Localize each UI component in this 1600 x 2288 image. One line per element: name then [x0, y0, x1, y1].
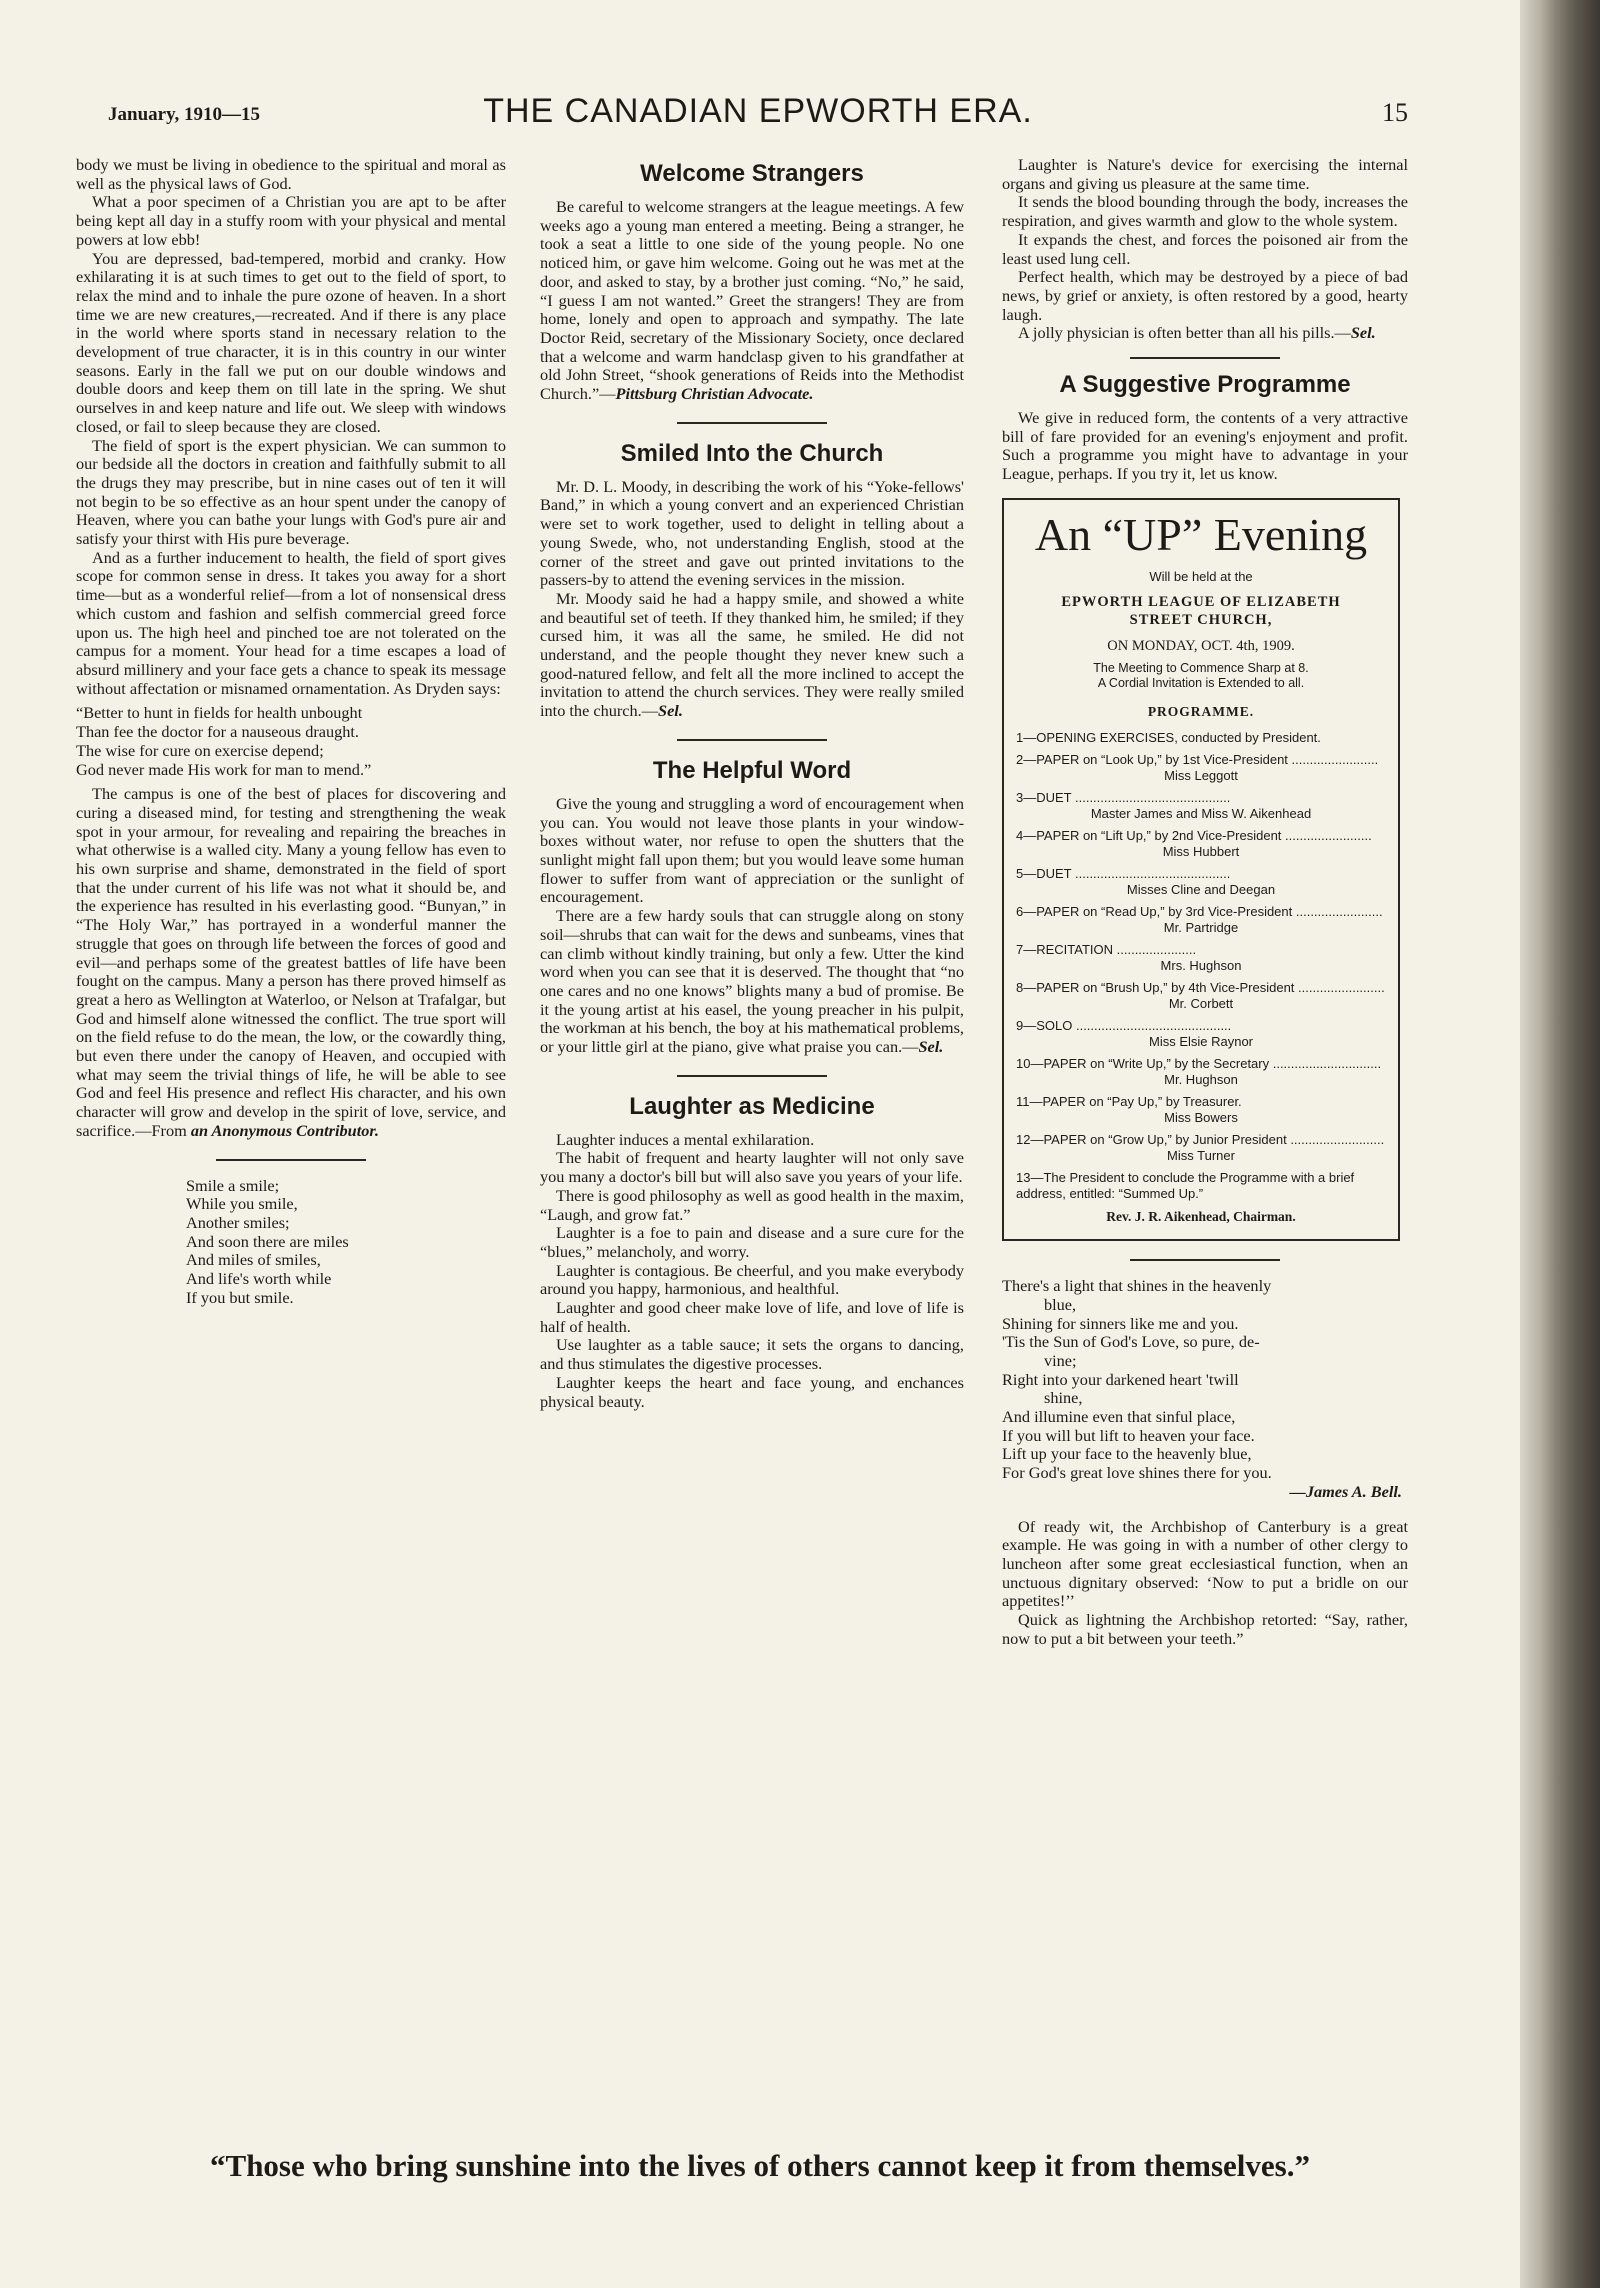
paragraph: body we must be living in obedience to the spiritual and moral as well as the physical laws of God.: [76, 155, 506, 193]
programme-item: [1016, 828, 1386, 859]
programme-item: [1016, 1132, 1386, 1163]
paragraph: Laughter induces a mental exhilaration.: [556, 1129, 815, 1149]
paragraph: Be careful to welcome strangers at the league meetings. A few weeks ago a young man entered a meeting. Being a stranger, he took a seat a little to one side of the young people. No one noticed him, or gave him welcome. Going out he was met at the door, and asked to stay, by a brother just coming. “No,” he said, “I guess I am not wanted.” Greet the strangers! They are from home, lonely and open to approach and sympathy. The late Doctor Reid, secretary of the Missionary Society, once declared that a welcome and warm handclasp given to his grandfather at old John Street, “shook generations of Reids into the Methodist Church.”—Pittsburg Christian Advocate.: [540, 197, 964, 404]
verse-line: “Better to hunt in fields for health unbought: [76, 703, 363, 723]
paragraph: A jolly physician is often better than all his pills.—Sel.: [1018, 323, 1376, 343]
divider: [677, 739, 827, 741]
divider: [216, 1159, 366, 1161]
programme-item-text: 13—The President to conclude the Programme with a brief address, entitled: “Summed Up.”: [1016, 1170, 1355, 1201]
paragraph: We give in reduced form, the contents of a very attractive bill of fare provided for an evening's enjoyment and profit. Such a programme you might have to advantage in your League, perhaps. If you try it, let us know.: [1002, 408, 1408, 484]
poem-line: And miles of smiles,: [186, 1250, 321, 1270]
paragraph: Of ready wit, the Archbishop of Canterbury is a great example. He was going in with a number of other clergy to luncheon after some great ecclesiastical function, when an unctuous dignitary observed: ‘Now to put a bridle on our appetites!’’: [1002, 1516, 1408, 1611]
article-heading: Welcome Strangers: [640, 160, 864, 187]
programme-list: [1016, 730, 1386, 1202]
poem-line: There's a light that shines in the heavenly: [1002, 1276, 1272, 1296]
poem-line: vine;: [1044, 1350, 1077, 1370]
paragraph: Mr. D. L. Moody, in describing the work of his “Yoke-fellows' Band,” in which a young convert and an experienced Christian were set to work together, used to delight in telling about a young Swede, who, not understanding English, stood at the corner of the street and gave out printed invitations to the passers-by to attend the evening services in the mission.: [540, 476, 964, 590]
programme-item-text: 6—PAPER on “Read Up,” by 3rd Vice-President ........................: [1016, 904, 1383, 920]
programme-item: [1016, 752, 1386, 783]
poem-line: Smile a smile;: [186, 1175, 280, 1195]
programme-item-text: 10—PAPER on “Write Up,” by the Secretary ..............................: [1016, 1056, 1382, 1072]
programme-item-text: 3—DUET ...........................................: [1016, 790, 1231, 806]
programme-item: [1016, 980, 1386, 1011]
programme-organization: EPWORTH LEAGUE OF ELIZABETH STREET CHURCH,: [1061, 593, 1341, 628]
programme-item: [1016, 790, 1386, 821]
column-middle: [540, 156, 964, 1411]
paragraph: Laughter and good cheer make love of life, and love of life is half of health.: [540, 1298, 964, 1336]
smile-poem: [186, 1177, 506, 1308]
programme-box: [1002, 498, 1400, 1241]
paragraph: Use laughter as a table sauce; it sets the organs to dancing, and thus stimulates the digestive processes.: [540, 1335, 964, 1374]
paragraph: Laughter keeps the heart and face young, and enchances physical beauty.: [540, 1372, 964, 1411]
publication-title: THE CANADIAN EPWORTH ERA.: [483, 92, 1033, 130]
poem-line: Another smiles;: [186, 1212, 290, 1232]
programme-item-performer: Miss Turner: [1167, 1147, 1235, 1163]
programme-item-performer: Miss Elsie Raynor: [1148, 1033, 1254, 1049]
light-poem: [1002, 1277, 1408, 1501]
footer-quote: “Those who bring sunshine into the lives of others cannot keep it from themselves.”: [210, 2148, 1310, 2183]
paragraph: Give the young and struggling a word of encouragement when you can. You would not leave those plants in your window-boxes without water, nor refuse to open the shutters that the sunlight might fall upon them; but you would leave some human flower to suffer from want of appreciation or the sunlight of encouragement.: [540, 793, 964, 907]
poem-line: Lift up your face to the heavenly blue,: [1002, 1444, 1252, 1464]
article-heading: Laughter as Medicine: [629, 1092, 875, 1120]
paragraph: It sends the blood bounding through the body, increases the respiration, and gives warmth and glow to the whole system.: [1002, 192, 1408, 231]
paragraph: It expands the chest, and forces the poisoned air from the least used lung cell.: [1002, 229, 1408, 268]
programme-item-text: 11—PAPER on “Pay Up,” by Treasurer.: [1016, 1094, 1242, 1110]
attribution: Sel.: [1350, 323, 1376, 343]
verse-line: The wise for cure on exercise depend;: [76, 740, 324, 760]
programme-item-text: 12—PAPER on “Grow Up,” by Junior President ..........................: [1016, 1132, 1385, 1148]
attribution: Pittsburg Christian Advocate.: [615, 384, 814, 404]
programme-item: [1016, 1094, 1386, 1125]
poem-line: While you smile,: [186, 1194, 298, 1214]
programme-item-performer: Master James and Miss W. Aikenhead: [1090, 805, 1312, 821]
paragraph: There are a few hardy souls that can struggle along on stony soil—shrubs that can wait for the dews and sunbeams, vines that can climb without kindly training, but only a few. Utter the kind word when you can see that it is deserved. The thought that “no one cares and no one knows” blights many a bud of promise. Be it the young artist at his easel, the young preacher in his pulpit, the workman at his bench, the boy at his mathematical problems, or your little girl at the piano, give what praise you can.—Sel.: [540, 906, 964, 1057]
programme-item: [1016, 730, 1386, 746]
paragraph: You are depressed, bad-tempered, morbid and cranky. How exhilarating it is at such times to get out to the field of sport, to relax the mind and to inhale the pure ozone of heaven. In a short time we are new creatures,—recreated. And if there is any place in the world where sports stand in necessary relation to the development of true character, it is in this country in our winter seasons. Early in the fall we put on our double windows and double doors and keep them on till late in the spring. We shut ourselves in and keep nature and life out. We sleep with windows closed, or fail to sleep because they are closed.: [76, 248, 506, 436]
poem-line: And life's worth while: [186, 1269, 332, 1289]
column-left: [76, 156, 506, 1307]
programme-item-text: 9—SOLO ...........................................: [1016, 1018, 1232, 1034]
poem-line: And illumine even that sinful place,: [1002, 1407, 1236, 1427]
programme-item-text: 4—PAPER on “Lift Up,” by 2nd Vice-President ........................: [1016, 828, 1372, 844]
paragraph: The campus is one of the best of places for discovering and curing a diseased mind, for testing and strengthening the weak spot in your armour, for revealing and repairing the breaches in what otherwise is a walled city. Many a young fellow has even to his own surprise and shame, demonstrated in the field of sport that the under current of his life was not what it should be, and the experience has resulted in his everlasting good. “Bunyan,” in “The Holy War,” has portrayed in a wonderful manner the struggle that goes on through life between the forces of good and evil—and perhaps some of the greatest battles of life have been fought on the campus. Many a person has there proved himself as great a hero as Wellington at Waterloo, or Nelson at Trafalgar, but God and himself alone witnessed the conflict. The true sport will on the field refuse to do the mean, the low, or the cowardly thing, but even there under the canopy of Heaven, and occupied with what may seem the trivial things of life, he will be able to see God and feel His presence and reflect His character, and his own character will grow and develop in the spirit of love, service, and sacrifice.—From an Anonymous Contributor.: [76, 784, 506, 1140]
verse-line: Than fee the doctor for a nauseous draught.: [76, 722, 360, 742]
poem-line: And soon there are miles: [186, 1231, 349, 1251]
divider: [1130, 1259, 1280, 1261]
poem-line: Shining for sinners like me and you.: [1002, 1313, 1239, 1333]
attribution: an Anonymous Contributor.: [190, 1120, 379, 1140]
divider: [677, 422, 827, 424]
poem-line: shine,: [1044, 1388, 1083, 1408]
paragraph: Mr. Moody said he had a happy smile, and showed a white and beautiful set of teeth. If they thanked him, he smiled; if they cursed him, it was all the same, he smiled. He did not understand, and the people thought they never knew such a good-natured fellow, and felt all the more inclined to accept the invitation to attend the church services. They were really smiled into the church.—Sel.: [540, 588, 964, 721]
programme-item: [1016, 866, 1386, 897]
poem-line: For God's great love shines there for you.: [1002, 1463, 1272, 1483]
paragraph: Perfect health, which may be destroyed by a piece of bad news, by grief or anxiety, is often restored by a good, hearty laugh.: [1002, 267, 1408, 324]
programme-item-performer: Mr. Corbett: [1168, 995, 1234, 1011]
page-header: [108, 92, 1408, 132]
programme-item-text: 2—PAPER on “Look Up,” by 1st Vice-President ........................: [1016, 752, 1379, 768]
programme-item-text: 5—DUET ...........................................: [1016, 866, 1231, 882]
issue-date: January, 1910—15: [108, 104, 261, 125]
programme-held: Will be held at the: [1149, 568, 1253, 584]
poem-attribution: —James A. Bell.: [1289, 1481, 1402, 1501]
poem-line: If you but smile.: [186, 1287, 294, 1307]
poem-line: blue,: [1044, 1294, 1077, 1314]
divider: [1130, 357, 1280, 359]
article-heading: A Suggestive Programme: [1059, 371, 1351, 399]
programme-heading: PROGRAMME.: [1147, 704, 1255, 720]
paragraph: There is good philosophy as well as good health in the maxim, “Laugh, and grow fat.”: [540, 1185, 964, 1224]
programme-note: The Meeting to Commence Sharp at 8. A Cordial Invitation is Extended to all.: [1093, 661, 1309, 691]
programme-item: [1016, 1018, 1386, 1049]
divider: [677, 1075, 827, 1077]
poem-line: 'Tis the Sun of God's Love, so pure, de-: [1002, 1332, 1260, 1352]
programme-item-text: 8—PAPER on “Brush Up,” by 4th Vice-President ........................: [1016, 980, 1385, 996]
programme-item-performer: Mr. Hughson: [1164, 1071, 1238, 1087]
programme-item-performer: Miss Hubbert: [1162, 843, 1240, 859]
paragraph: Laughter is a foe to pain and disease and a sure cure for the “blues,” melancholy, and worry.: [540, 1223, 964, 1261]
programme-item: [1016, 942, 1386, 973]
attribution: Sel.: [918, 1037, 944, 1057]
paragraph: Laughter is Nature's device for exercising the internal organs and giving us pleasure at the same time.: [1002, 155, 1408, 193]
attribution: Sel.: [658, 701, 683, 721]
book-binding: [1520, 0, 1600, 2288]
poem-line: Right into your darkened heart 'twill: [1002, 1369, 1239, 1389]
paragraph: The habit of frequent and hearty laughter will not only save you many a doctor's bill but will also save you years of your life.: [540, 1148, 964, 1187]
programme-item: [1016, 904, 1386, 935]
programme-date: ON MONDAY, OCT. 4th, 1909.: [1107, 637, 1295, 654]
paragraph: What a poor specimen of a Christian you are apt to be after being kept all day in a stuffy room with your physical and mental powers at low ebb!: [76, 192, 506, 249]
paragraph: Quick as lightning the Archbishop retorted: “Say, rather, now to put a bit between your teeth.”: [1002, 1610, 1408, 1648]
programme-item-text: 1—OPENING EXERCISES, conducted by President.: [1016, 729, 1321, 745]
programme-item: [1016, 1170, 1386, 1201]
programme-item-performer: Mr. Partridge: [1163, 919, 1239, 935]
programme-item-performer: Miss Leggott: [1164, 767, 1238, 783]
paragraph: The field of sport is the expert physician. We can summon to our bedside all the doctors in creation and faithfully submit to all the drugs they may prescribe, but in nine cases out of ten it will not begin to be so effective as an hour spent under the canopy of Heaven, where you can bathe your lungs with God's pure air and satisfy your thirst with His pure beverage.: [76, 435, 506, 549]
programme-item-performer: Misses Cline and Deegan: [1126, 881, 1276, 897]
poem-line: If you will but lift to heaven your face.: [1002, 1425, 1255, 1445]
dryden-quote: [76, 704, 506, 779]
programme-item-performer: Miss Bowers: [1164, 1109, 1238, 1125]
programme-signature: Rev. J. R. Aikenhead, Chairman.: [1106, 1209, 1296, 1225]
article-heading: Smiled Into the Church: [620, 439, 884, 467]
programme-title: An “UP” Evening: [1034, 508, 1368, 560]
programme-item-text: 7—RECITATION ......................: [1016, 942, 1197, 958]
article-heading: The Helpful Word: [652, 756, 852, 784]
paragraph: And as a further inducement to health, the field of sport gives scope for common sense in dress. It takes you away for a short time—but as a wonderful relief—from a lot of nonsensical dress which custom and fashion and selfish commercial greed force upon us. The high heel and pinched toe are not tolerated on the campus for a moment. Your head for a time escapes a load of absurd millinery and your face gets a chance to speak its message without affectation or misnamed ornamentation. As Dryden says:: [76, 547, 506, 698]
programme-item: [1016, 1056, 1386, 1087]
column-right: [1002, 156, 1408, 1649]
page-number: 15: [1382, 98, 1408, 127]
paragraph: Laughter is contagious. Be cheerful, and you make everybody around you happy, harmonious, and healthful.: [540, 1260, 964, 1299]
programme-item-performer: Mrs. Hughson: [1160, 957, 1242, 973]
verse-line: God never made His work for man to mend.”: [76, 759, 372, 779]
